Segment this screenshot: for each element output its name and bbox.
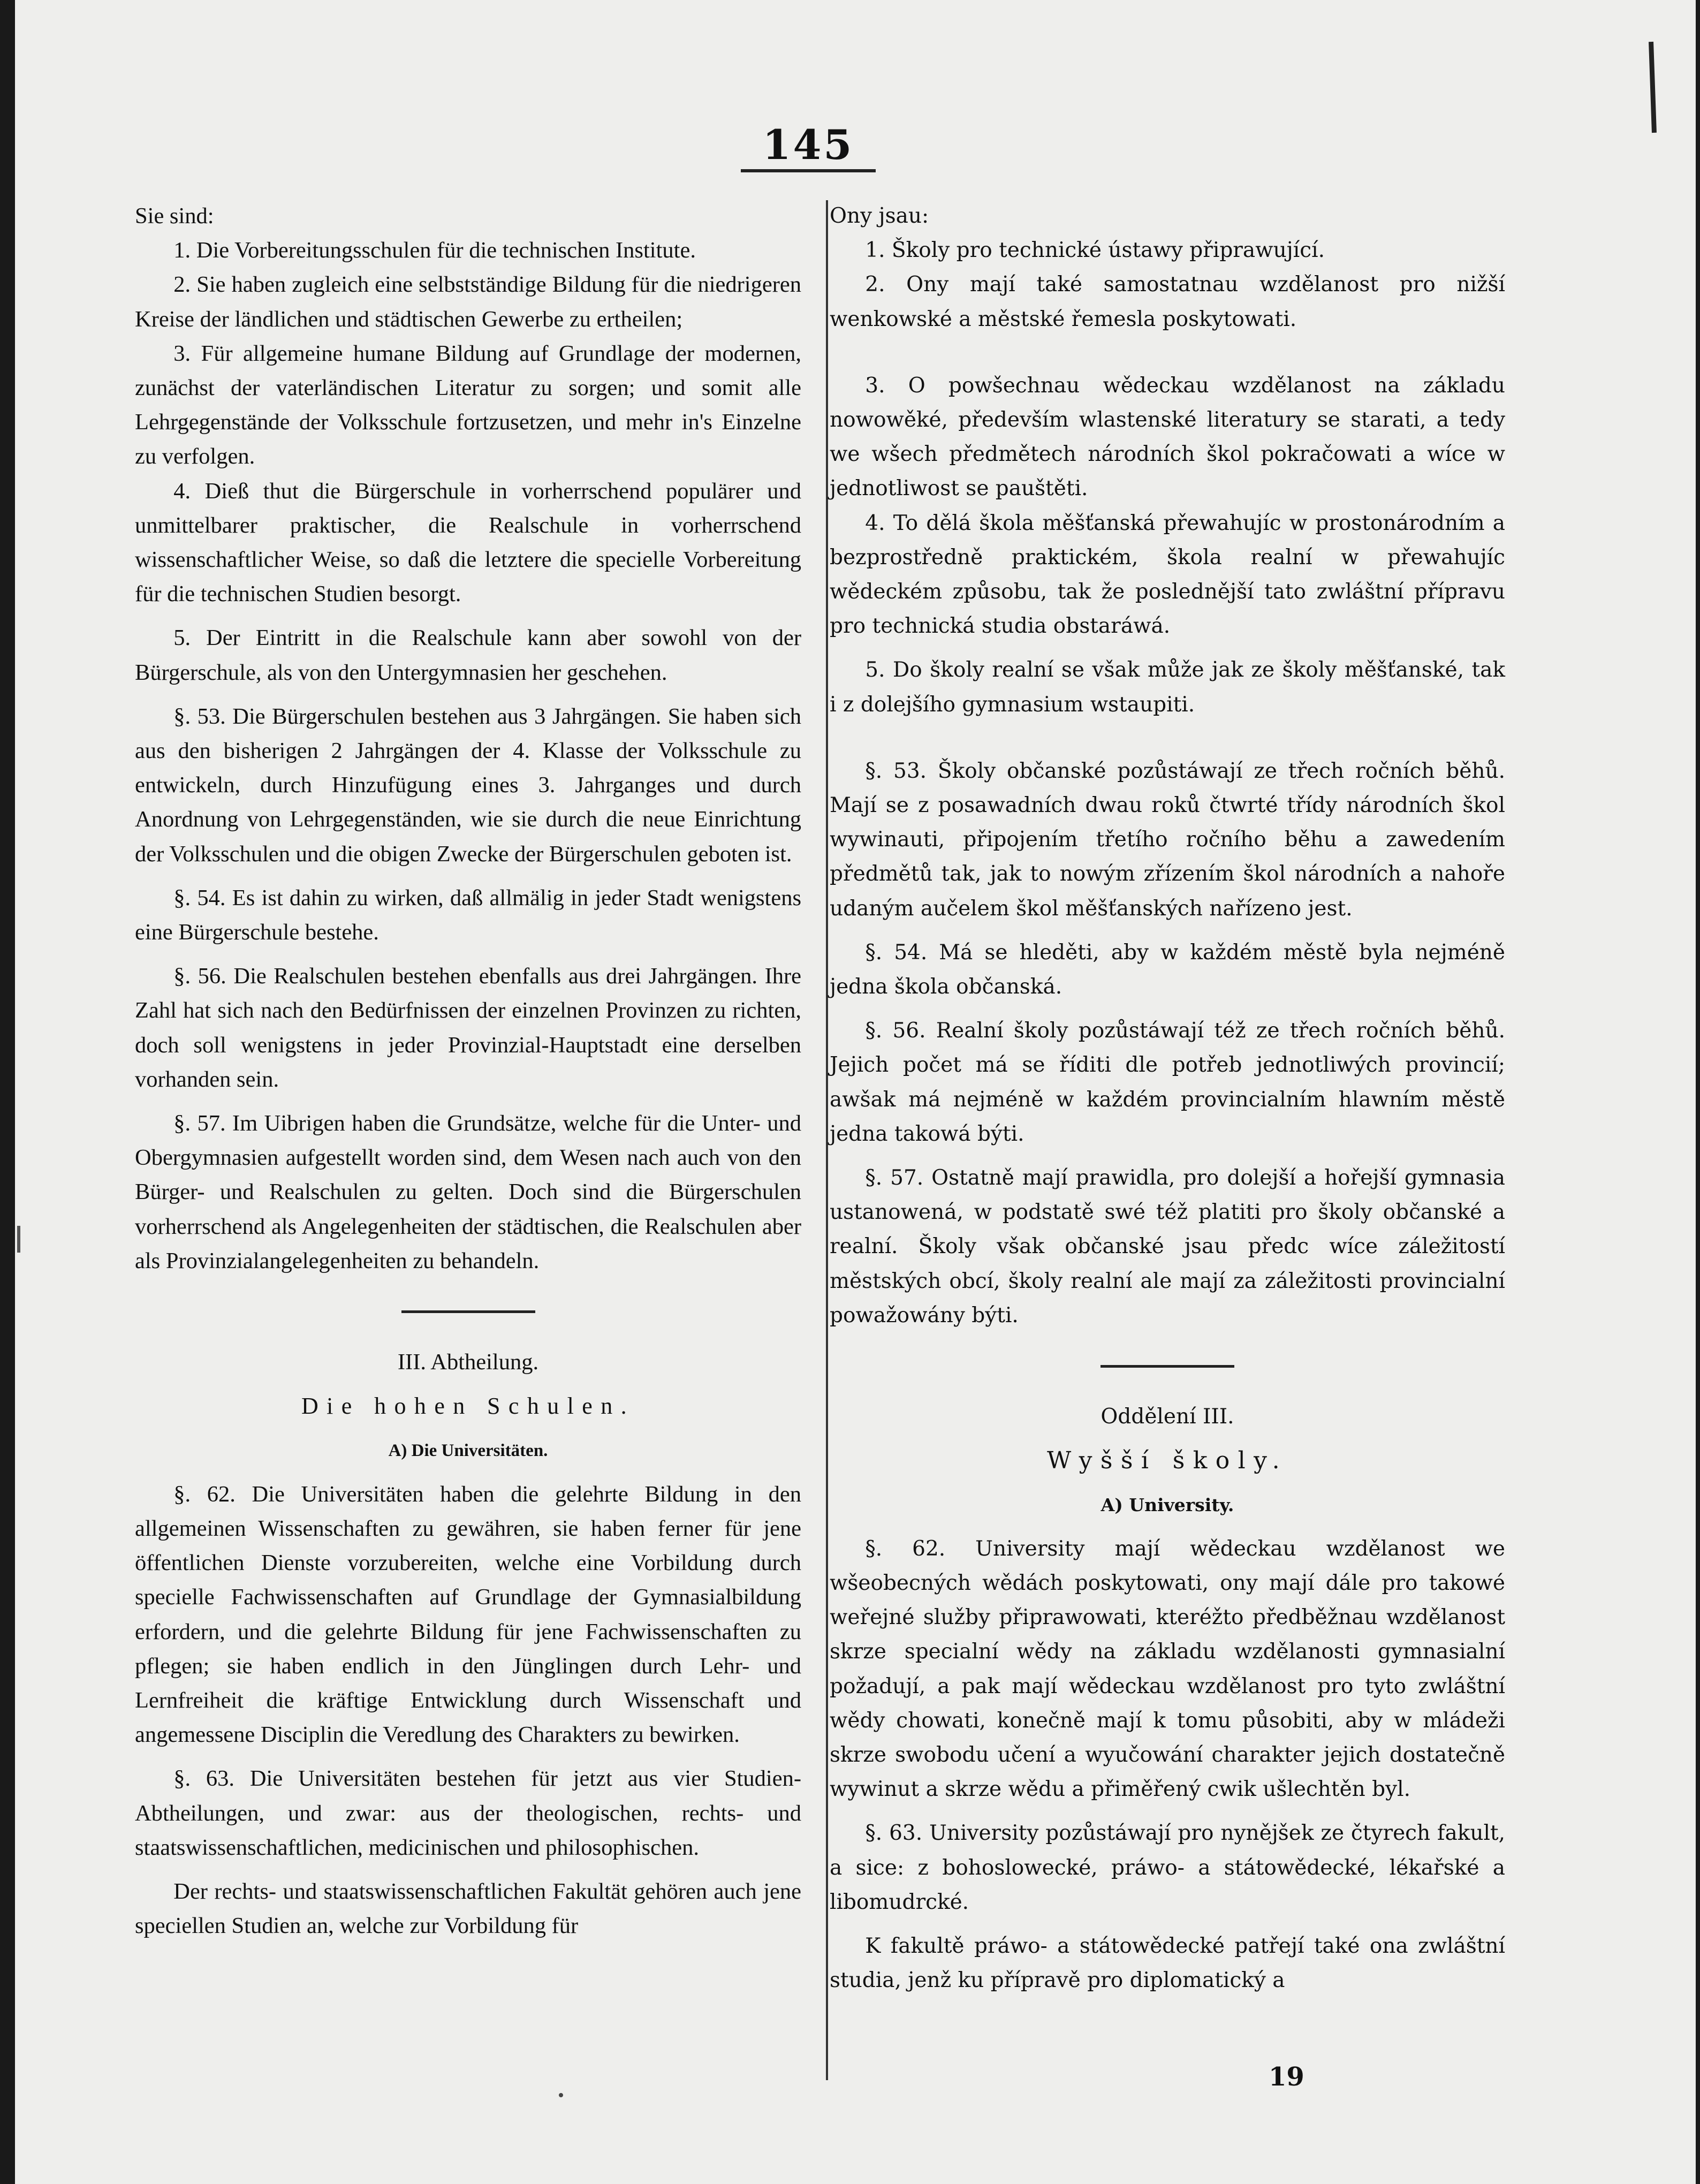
german-section-title: Die hohen Schulen. [301, 1393, 635, 1420]
czech-para-62: §. 62. University mají wědeckau wzdělanost we wšeobecných wědách poskytowati, ony mají dále pro takowé weřejné služby připrawowati, kteréžto předběžnau wzdělanost skrze specialní wědy na základu wzdělanosti gymnasialní požadují, a pak mají wědeckau wzdělanost pro tyto zwláštní wědy chowati, konečně mají k tomu působiti, aby w mládeži skrze swobodu učení a wyučowání charakter jejich dostatečně wywinut a skrze wědu a přiměřený cwik ušlechtěn byl. [830, 1536, 1505, 1802]
margin-tick [17, 1226, 20, 1253]
czech-item-1: 1. Školy pro technické ústawy připrawující. [865, 238, 1325, 263]
page-number-rule [741, 169, 876, 172]
print-dot [559, 2093, 563, 2097]
scan-edge-left [0, 0, 15, 2184]
czech-intro: Ony jsau: [830, 204, 929, 228]
column-divider [826, 200, 828, 2080]
german-para-56: §. 56. Die Realschulen bestehen ebenfalls aus drei Jahrgängen. Ihre Zahl hat sich nach den Bedürfnissen der einzelnen Provinzen zu richten, doch soll wenigstens in jeder Provinzial-Hauptstadt eine derselben vorhanden sein. [135, 964, 801, 1092]
german-para-53: §. 53. Die Bürgerschulen bestehen aus 3 Jahrgängen. Sie haben sich aus den bisherigen 2 Jahrgängen der 4. Klasse der Volksschule zu entwickeln, durch Hinzufügung eines 3. Jahrganges und durch Anordnung von Lehrgegenständen, wie sie durch die neue Einrichtung der Volksschulen und die obigen Zwecke der Bürgerschulen geboten ist. [135, 703, 801, 867]
czech-section-heading: Oddělení III. [1101, 1405, 1234, 1429]
german-intro: Sie sind: [135, 203, 214, 229]
scan-edge-right [1696, 0, 1700, 2184]
czech-section-subtitle: A) University. [1101, 1494, 1234, 1515]
czech-item-3: 3. O powšechnau wědeckau wzdělanost na základu nowowěké, především wlastenské literatury se starati, a tedy we wšech předmětech národních škol pokračowati a wíce w jednotliwost se pauštěti. [830, 373, 1505, 501]
german-item-4: 4. Dieß thut die Bürgerschule in vorherrschend populärer und unmittelbarer praktischer, die Realschule in vorherrschend wissenschaftlicher Weise, so daß die letztere die specielle Vorbereitung für die technischen Studien besorgt. [135, 478, 801, 607]
czech-item-5: 5. Do školy realní se však může jak ze školy měšťanské, tak i z dolejšího gymnasium wstaupiti. [830, 658, 1505, 717]
german-item-1: 1. Die Vorbereitungsschulen für die technischen Institute. [173, 238, 696, 263]
german-column [135, 199, 801, 1943]
czech-item-2: 2. Ony mají také samostatnau wzdělanost pro nižší wenkowské a městské řemesla poskytowati. [830, 272, 1505, 331]
czech-para-faculty: K fakultě práwo- a státowědecké patřejí také ona zwláštní studia, jenž ku přípravě pro diplomatický a [830, 1933, 1505, 1993]
czech-para-56: §. 56. Realní školy pozůstáwají též ze třech ročních běhů. Jejich počet má se říditi dle potřeb jednotliwých provincií; awšak má nejméně w každém provincialním hlawním městě jedna takowá býti. [830, 1019, 1505, 1146]
german-section-heading: III. Abtheilung. [397, 1349, 539, 1375]
czech-item-4: 4. To dělá škola měšťanská přewahujíc w prostonárodním a bezprostředně praktickém, škola realní w přewahujíc wědeckém způsobu, tak že poslednější tato zwláštní přípravu pro technická studia obstaráwá. [830, 511, 1505, 639]
german-para-63: §. 63. Die Universitäten bestehen für jetzt aus vier Studien-Abtheilungen, und zwar: aus der theologischen, rechts- und staatswissenschaftlichen, medicinischen und philosophischen. [135, 1766, 801, 1860]
german-item-5: 5. Der Eintritt in die Realschule kann aber sowohl von der Bürgerschule, als von den Untergymnasien her geschehen. [135, 625, 801, 685]
signature-mark: 19 [1269, 2062, 1304, 2092]
german-item-3: 3. Für allgemeine humane Bildung auf Grundlage der modernen, zunächst der vaterländischen Literatur zu sorgen; und somit alle Lehrgegenstände der Volksschule fortzusetzen, und mehr in's Einzelne zu verfolgen. [135, 340, 801, 469]
czech-para-57: §. 57. Ostatně mají prawidla, pro dolejší a hořejší gymnasia ustanowená, w podstatě swé též platiti pro školy občanské a realní. Školy však občanské jsau předc wíce záležitostí městských obcí, školy realní ale mají za záležitosti provincialní powažowány býti. [830, 1166, 1505, 1328]
page-number: 145 [762, 121, 854, 169]
czech-column [830, 199, 1505, 1998]
german-para-62: §. 62. Die Universitäten haben die gelehrte Bildung in den allgemeinen Wissenschaften zu gewähren, sie haben ferner für jene öffentlichen Dienste vorzubereiten, welche eine Vorbildung durch specielle Fachwissenschaften auf Grundlage der Gymnasialbildung erfordern, und die gelehrte Bildung für jene Fachwissenschaften zu pflegen; sie haben endlich in den Jünglingen durch Lehr- und Lernfreiheit die kräftige Entwicklung durch Wissenschaft und angemessene Disciplin die Veredlung des Charakters zu bewirken. [135, 1481, 801, 1748]
czech-section-title: Wyšší školy. [1047, 1447, 1288, 1475]
german-item-2: 2. Sie haben zugleich eine selbstständige Bildung für die niedrigeren Kreise der ländlichen und städtischen Gewerbe zu ertheilen; [135, 272, 801, 332]
german-para-57: §. 57. Im Uibrigen haben die Grundsätze, welche für die Unter- und Obergymnasien aufgestellt worden sind, dem Wesen nach auch von den Bürger- und Realschulen zu gelten. Doch sind die Bürgerschulen vorherrschend als Angelegenheiten der städtischen, die Realschulen aber als Provinzialangelegenheiten zu behandeln. [135, 1111, 801, 1273]
german-para-faculty: Der rechts- und staatswissenschaftlichen Fakultät gehören auch jene speciellen Studien an, welche zur Vorbildung für [135, 1878, 801, 1939]
czech-para-53: §. 53. Školy občanské pozůstáwají ze třech ročních běhů. Mají se z posawadních dwau roků čtwrté třídy národních škol wywinauti, připojením třetího ročního běhu a zawedením předmětů tak, jak to nowým zřízením škol národních a nahoře udaným aučelem škol měšťanských nařízeno jest. [830, 759, 1505, 921]
margin-pen-stroke [1649, 42, 1657, 133]
german-para-54: §. 54. Es ist dahin zu wirken, daß allmälig in jeder Stadt wenigstens eine Bürgerschule bestehe. [135, 885, 801, 945]
czech-para-63: §. 63. University pozůstáwají pro nynějšek ze čtyrech fakult, a sice: z bohoslowecké, práwo- a státowědecké, lékařské a libomudrcké. [830, 1821, 1505, 1914]
german-section-subtitle: A) Die Universitäten. [388, 1440, 548, 1460]
czech-para-54: §. 54. Má se hleděti, aby w každém městě byla nejméně jedna škola občanská. [830, 940, 1505, 999]
